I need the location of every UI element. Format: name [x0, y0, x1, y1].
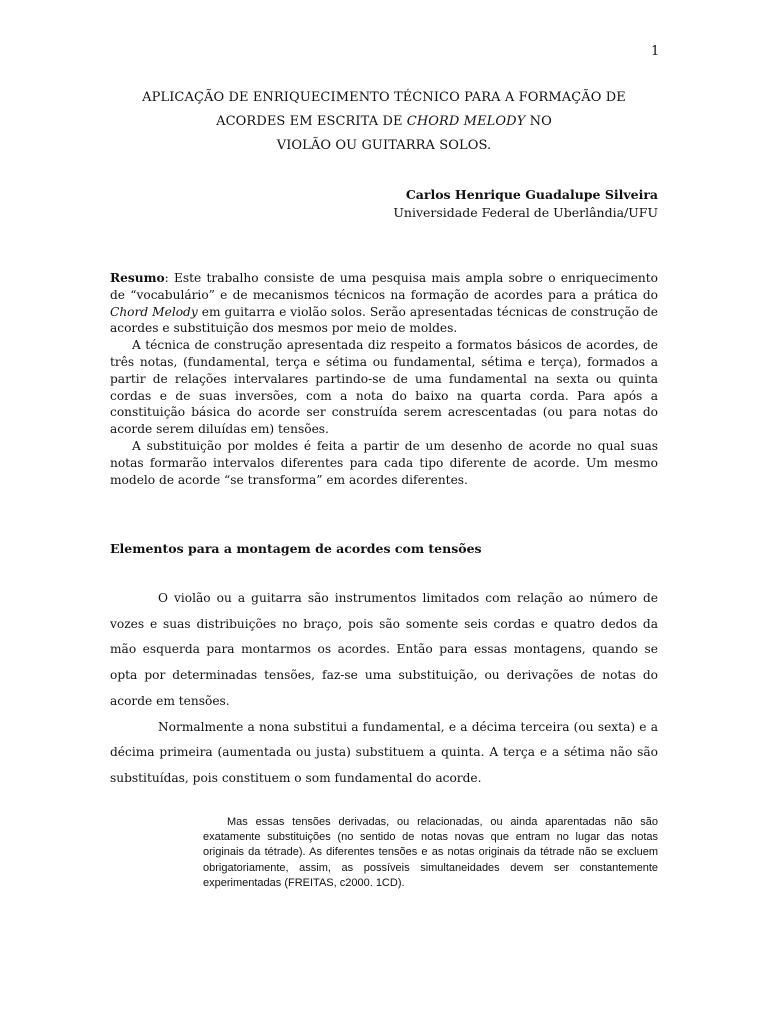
title-line-2-italic: CHORD MELODY — [406, 114, 526, 129]
title-line-2 — [110, 110, 658, 134]
page-number: 1 — [651, 44, 660, 59]
block-quote-text: Mas essas tensões derivadas, ou relacionadas, ou ainda aparentadas não são exatamente substituições (no sentido de notas novas que entram no lugar das notas originais da tétrade). As diferentes tensões e as notas originais da tétrade não se excluem obrigatoriamente, assim, as possíveis simultaneidades devem ser constantemente experimentadas (FREITAS, c2000. 1CD). — [203, 816, 658, 889]
section-heading: Elementos para a montagem de acordes com tensões — [110, 541, 482, 556]
author-block — [393, 186, 658, 222]
abstract-p1-a: : Este trabalho consiste de uma pesquisa mais ampla sobre o enriquecimento de “vocabulário” e de mecanismos técnicos na formação de acordes para a prática do — [110, 271, 658, 302]
abstract-p1-italic: Chord Melody — [110, 304, 198, 319]
body-text — [110, 586, 658, 792]
author-name: Carlos Henrique Guadalupe Silveira — [405, 187, 658, 202]
title-line-2-prefix: ACORDES EM ESCRITA DE — [216, 114, 407, 129]
abstract-label: Resumo — [110, 271, 165, 285]
body-paragraph-1: O violão ou a guitarra são instrumentos limitados com relação ao número de vozes e suas distribuições no braço, pois são somente seis cordas e quatro dedos da mão esquerda para montarmos os acordes. Então para essas montagens, quando se opta por determinadas tensões, faz-se uma substituição, ou derivações de notas do acorde em tensões. — [110, 591, 658, 708]
abstract-paragraph-1 — [110, 270, 658, 337]
title-line-2-suffix: NO — [525, 114, 552, 129]
abstract-p1-b: em guitarra e violão solos. Serão apresentadas técnicas de construção de acordes e substituição dos mesmos por meio de moldes. — [110, 304, 658, 336]
author-affiliation: Universidade Federal de Uberlândia/UFU — [393, 205, 658, 220]
abstract-paragraph-3: A substituição por moldes é feita a partir de um desenho de acorde no qual suas notas formarão intervalos diferentes para cada tipo diferente de acorde. Um mesmo modelo de acorde “se transforma” em acordes diferentes. — [110, 438, 658, 487]
abstract — [110, 270, 658, 488]
abstract-paragraph-2: A técnica de construção apresentada diz respeito a formatos básicos de acordes, de três notas, (fundamental, terça e sétima ou fundamental, sétima e terça), formados a partir de relações intervalares partindo-se de uma fundamental na sexta ou quinta cordas e de suas inversões, com a nota do baixo na quarta corda. Para após a constituição básica do acorde ser construída serem acrescentadas (ou para notas do acorde serem diluídas em) tensões. — [110, 338, 658, 437]
title-line-1: APLICAÇÃO DE ENRIQUECIMENTO TÉCNICO PARA A FORMAÇÃO DE — [142, 90, 626, 105]
body-paragraph-2: Normalmente a nona substitui a fundamental, e a décima terceira (ou sexta) e a décima primeira (aumentada ou justa) substituem a quinta. A terça e a sétima não são substituídas, pois constituem o som fundamental do acorde. — [110, 719, 658, 785]
title-line-3: VIOLÃO OU GUITARRA SOLOS. — [276, 138, 492, 153]
block-quote — [203, 815, 658, 891]
paper-title — [110, 86, 658, 158]
